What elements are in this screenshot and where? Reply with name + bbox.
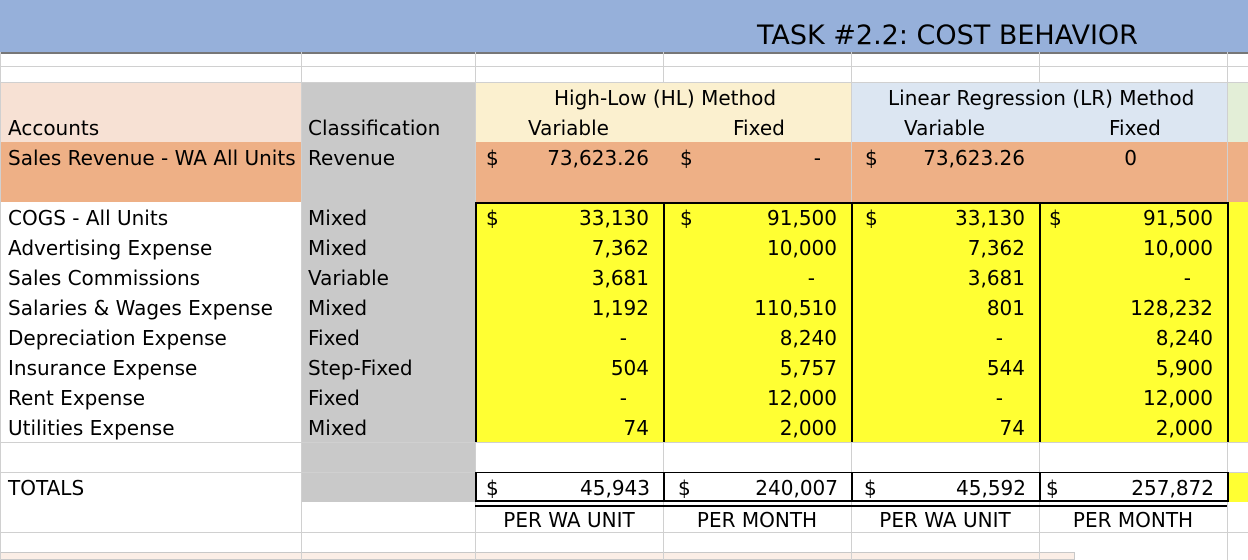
row-account: Utilities Expense xyxy=(8,416,175,440)
row-classification: Step-Fixed xyxy=(308,356,413,380)
revenue-classification: Revenue xyxy=(308,146,396,170)
totals-hl-fixed-currency: $ xyxy=(678,476,691,500)
row-lr-variable-value: 3,681 xyxy=(967,266,1025,290)
row-lr-variable-value: - xyxy=(995,326,1003,350)
row-lr-fixed-value: 12,000 xyxy=(1143,386,1213,410)
row-account: Sales Commissions xyxy=(8,266,201,290)
revenue-hl-fixed-currency: $ xyxy=(680,146,693,170)
row-hl-variable-value: 74 xyxy=(623,416,649,440)
lr-method-header: Linear Regression (LR) Method xyxy=(888,86,1195,110)
row-classification: Fixed xyxy=(308,386,360,410)
row-currency-symbol: $ xyxy=(865,206,878,230)
row-lr-variable-value: 7,362 xyxy=(967,236,1025,260)
revenue-lr-variable-currency: $ xyxy=(865,146,878,170)
totals-lr-variable-currency: $ xyxy=(864,476,877,500)
revenue-hl-fixed: - xyxy=(813,146,821,170)
row-lr-fixed-value: 91,500 xyxy=(1143,206,1213,230)
row-hl-fixed-value: 2,000 xyxy=(779,416,837,440)
bottom-panel xyxy=(0,552,1075,560)
page-title: TASK #2.2: COST BEHAVIOR xyxy=(757,20,1138,51)
row-classification: Mixed xyxy=(308,236,368,260)
row-lr-variable-value: 801 xyxy=(986,296,1025,320)
row-account: Insurance Expense xyxy=(8,356,198,380)
row-hl-fixed-value: 110,510 xyxy=(754,296,837,320)
yellow-totals-edge xyxy=(1227,472,1248,502)
revenue-hl-variable-currency: $ xyxy=(486,146,499,170)
footer-lr-variable: PER WA UNIT xyxy=(879,508,1011,532)
hl-method-header: High-Low (HL) Method xyxy=(554,86,777,110)
classification-header: Classification xyxy=(308,116,441,140)
row-account: Salaries & Wages Expense xyxy=(8,296,273,320)
row-classification: Mixed xyxy=(308,416,368,440)
green-edge xyxy=(1227,82,1248,142)
row-lr-variable-value: 74 xyxy=(999,416,1025,440)
hl-fixed-header: Fixed xyxy=(733,116,785,140)
footer-lr-fixed: PER MONTH xyxy=(1072,508,1194,532)
row-lr-variable-value: - xyxy=(995,386,1003,410)
row-hl-fixed-value: 12,000 xyxy=(767,386,837,410)
footer-hl-variable: PER WA UNIT xyxy=(503,508,635,532)
row-account: Rent Expense xyxy=(8,386,146,410)
row-hl-variable-value: 33,130 xyxy=(579,206,649,230)
totals-lr-fixed-currency: $ xyxy=(1046,476,1059,500)
row-lr-fixed-value: 8,240 xyxy=(1155,326,1213,350)
row-currency-symbol: $ xyxy=(1049,206,1062,230)
lr-variable-header: Variable xyxy=(904,116,985,140)
totals-lr-variable: 45,592 xyxy=(956,476,1026,500)
footer-hl-fixed: PER MONTH xyxy=(696,508,818,532)
row-classification: Mixed xyxy=(308,296,368,320)
revenue-lr-variable: 73,623.26 xyxy=(923,146,1025,170)
row-account: COGS - All Units xyxy=(8,206,169,230)
row-hl-fixed-value: 10,000 xyxy=(767,236,837,260)
row-hl-fixed-value: 91,500 xyxy=(767,206,837,230)
row-lr-fixed-value: 128,232 xyxy=(1130,296,1213,320)
totals-hl-variable: 45,943 xyxy=(580,476,650,500)
row-hl-variable-value: - xyxy=(619,326,627,350)
row-lr-fixed-value: 5,900 xyxy=(1155,356,1213,380)
row-lr-fixed-value: 10,000 xyxy=(1143,236,1213,260)
row-currency-symbol: $ xyxy=(486,206,499,230)
row-classification: Fixed xyxy=(308,326,360,350)
row-hl-variable-value: 504 xyxy=(610,356,649,380)
row-classification: Variable xyxy=(308,266,389,290)
totals-label: TOTALS xyxy=(8,476,85,500)
row-hl-fixed-value: - xyxy=(807,266,815,290)
row-lr-fixed-value: 2,000 xyxy=(1155,416,1213,440)
totals-hl-variable-currency: $ xyxy=(486,476,499,500)
accounts-header: Accounts xyxy=(8,116,100,140)
revenue-hl-variable: 73,623.26 xyxy=(547,146,649,170)
row-hl-variable-value: 7,362 xyxy=(591,236,649,260)
totals-hl-fixed: 240,007 xyxy=(755,476,838,500)
row-lr-variable-value: 544 xyxy=(986,356,1025,380)
lr-fixed-header: Fixed xyxy=(1109,116,1161,140)
row-currency-symbol: $ xyxy=(680,206,693,230)
row-lr-fixed-value: - xyxy=(1183,266,1191,290)
revenue-lr-fixed: 0 xyxy=(1124,146,1137,170)
row-lr-variable-value: 33,130 xyxy=(955,206,1025,230)
row-account: Advertising Expense xyxy=(8,236,213,260)
row-hl-variable-value: - xyxy=(619,386,627,410)
row-hl-variable-value: 3,681 xyxy=(591,266,649,290)
row-classification: Mixed xyxy=(308,206,368,230)
row-hl-fixed-value: 8,240 xyxy=(779,326,837,350)
hl-variable-header: Variable xyxy=(528,116,609,140)
totals-lr-fixed: 257,872 xyxy=(1131,476,1214,500)
row-hl-fixed-value: 5,757 xyxy=(779,356,837,380)
row-hl-variable-value: 1,192 xyxy=(591,296,649,320)
row-account: Depreciation Expense xyxy=(8,326,227,350)
revenue-account: Sales Revenue - WA All Units xyxy=(8,146,296,170)
